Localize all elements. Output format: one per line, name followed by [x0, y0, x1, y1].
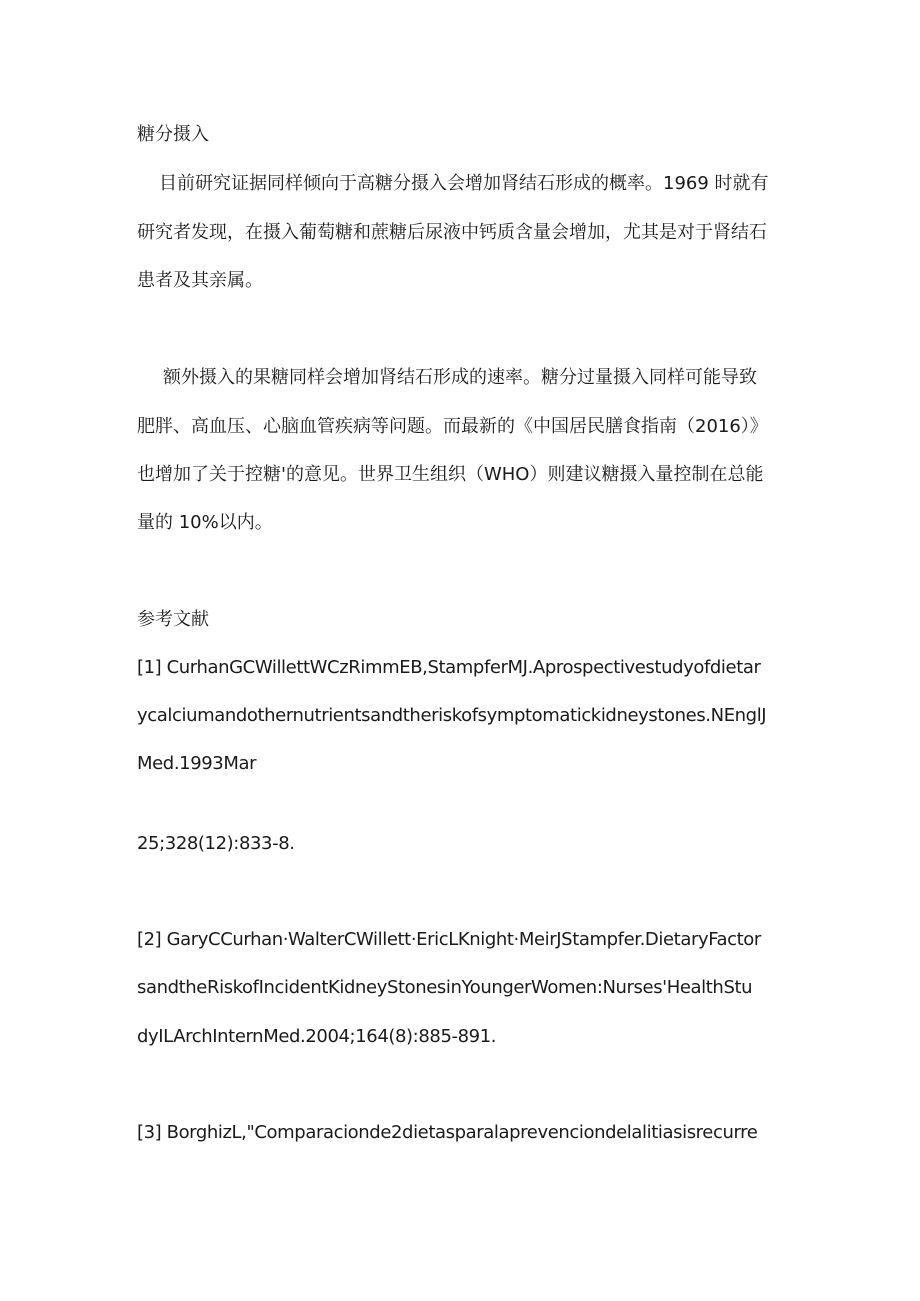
reference-line: [1] CurhanGCWillettWCzRimmEB,StampferMJ.Aprospectivestudyofdietar	[137, 657, 761, 678]
paragraph-line: 额外摄入的果糖同样会增加肾结石形成的速率。糖分过量摄入同样可能导致	[163, 367, 757, 388]
paragraph-line: 也增加了关于控糖'的意见。世界卫生组织（WHO）则建议糖摄入量控制在总能	[137, 464, 764, 485]
reference-line: dyILArchInternMed.2004;164(8):885-891.	[137, 1026, 497, 1047]
reference-line: sandtheRiskofIncidentKidneyStonesinYoungerWomen:Nurses'HealthStu	[137, 977, 753, 998]
section-heading: 糖分摄入	[137, 124, 209, 145]
paragraph-line: 患者及其亲属。	[137, 270, 263, 291]
paragraph-line: 目前研究证据同样倾向于高糖分摄入会增加肾结石形成的概率。1969 时就有	[159, 173, 769, 194]
reference-line: [2] GaryCCurhan·WalterCWillett·EricLKnight·MeirJStampfer.DietaryFactor	[137, 929, 761, 950]
paragraph-line: 研究者发现，在摄入葡萄糖和蔗糖后尿液中钙质含量会增加，尤其是对于肾结石	[137, 222, 767, 243]
reference-line: Med.1993Mar	[137, 753, 257, 774]
references-heading: 参考文献	[137, 609, 209, 630]
paragraph-line: 肥胖、高血压、心脑血管疾病等问题。而最新的《中国居民膳食指南（2016）》	[137, 416, 768, 437]
reference-line: [3] BorghizL,"Comparaciondе2dietasparalaprevenciondelalitiasisrecurre	[137, 1122, 758, 1143]
reference-line: 25;328(12):833-8.	[137, 833, 295, 854]
paragraph-line: 量的 10%以内。	[137, 512, 273, 533]
reference-line: ycalciumandothernutrientsandtheriskofsymptomatickidneystones.NEnglJ	[137, 705, 767, 726]
